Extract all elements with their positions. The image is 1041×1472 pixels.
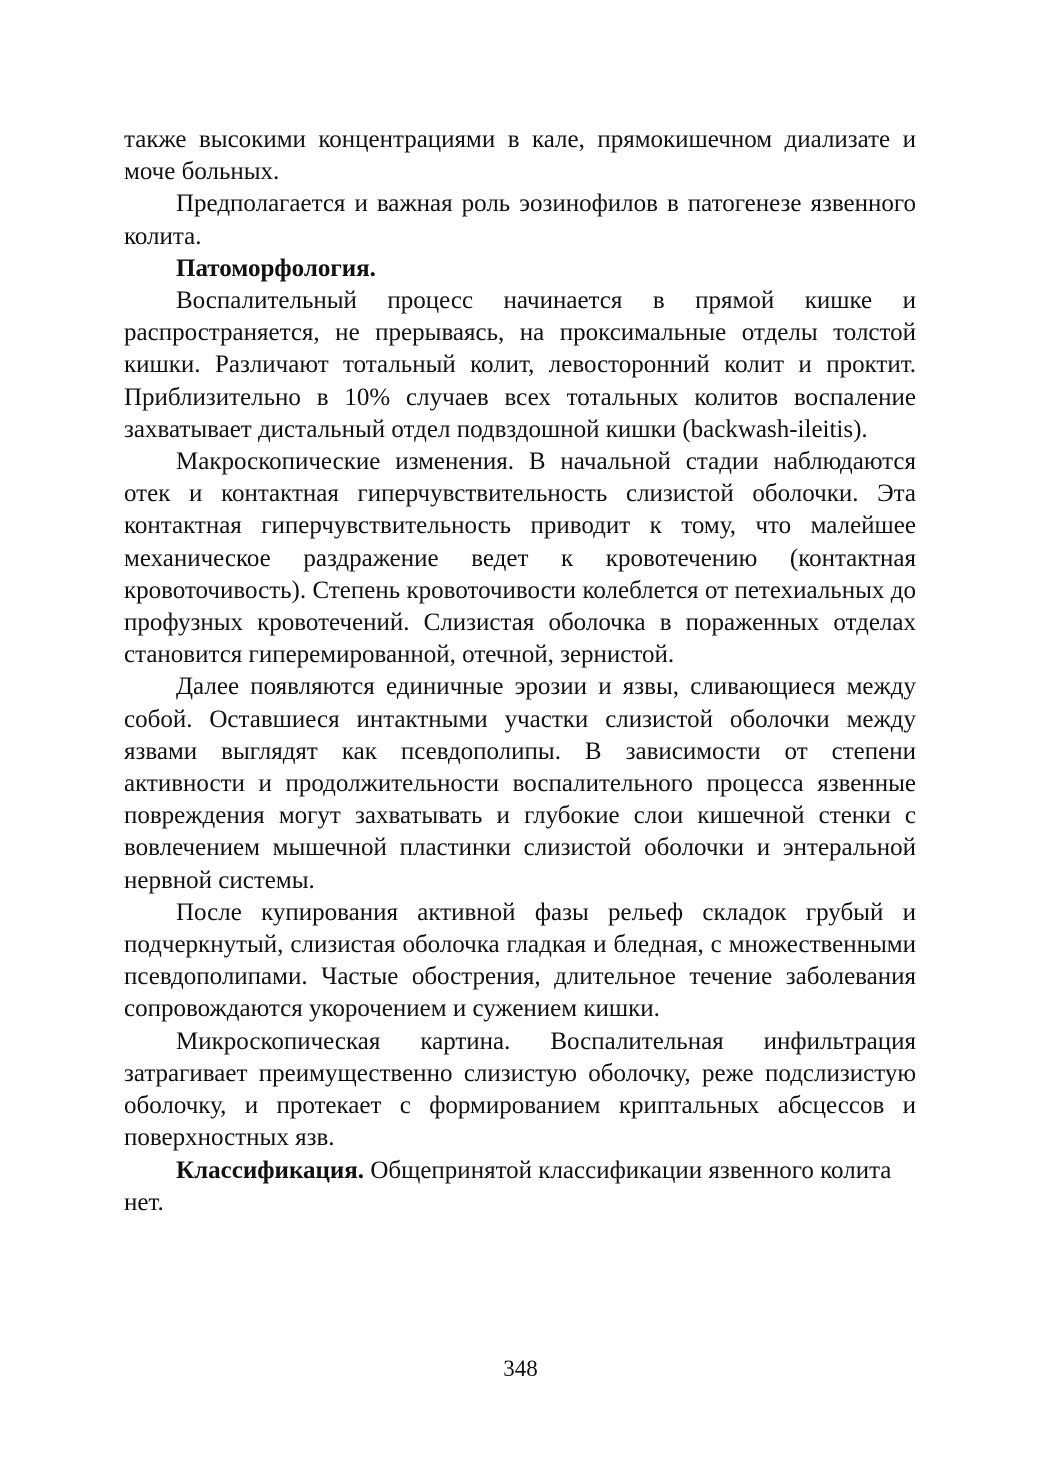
section-heading-pathomorphology: Патоморфология. <box>176 254 376 282</box>
paragraph-eosinophils: Предполагается и важная роль эозинофилов в патогенезе язвенного колита. <box>124 190 916 250</box>
paragraph-inflammation: Воспалительный процесс начинается в прямой кишке и распространяется, не прерываясь, на проксимальные отделы толстой кишки. Различают тотальный колит, левосторонний колит и проктит. Приблизительно в 10% случаев всех тотальных колитов воспаление захватывает дистальный отдел подвздошной кишки (backwash-ileitis). <box>124 287 916 443</box>
paragraph-macroscopic: Макроскопические изменения. В начальной стадии наблюдаются отек и контактная гиперчувствительность слизистой оболочки. Эта контактная гиперчувствительность приводит к тому, что малейшее механическое раздражение ведет к кровотечению (контактная кровоточивость). Степень кровоточивости колеблется от петехиальных до профузных кровотечений. Слизистая оболочка в пораженных отделах становится гиперемированной, отечной, зернистой. <box>124 448 916 669</box>
page-number: 348 <box>503 1356 538 1381</box>
paragraph-erosions: Далее появляются единичные эрозии и язвы, сливающиеся между собой. Оставшиеся интактными участки слизистой оболочки между язвами выглядят как псевдополипы. В зависимости от степени активности и продолжительности воспалительного процесса язвенные повреждения могут захватывать и глубокие слои кишечной стенки с вовлечением мышечной пластинки слизистой оболочки и энтеральной нервной системы. <box>124 673 916 894</box>
classification-label: Классификация. <box>176 1156 365 1184</box>
paragraph-remission: После купирования активной фазы рельеф складок грубый и подчеркнутый, слизистая оболочка гладкая и бледная, с множественными псевдополипами. Частые обострения, длительное течение заболевания сопровождаются укорочением и сужением кишки. <box>124 898 916 1023</box>
paragraph-continuation: также высокими концентрациями в кале, прямокишечном диализате и моче больных. <box>124 126 916 186</box>
paragraph-microscopic: Микроскопическая картина. Воспалительная инфильтрация затрагивает преимущественно слизистую оболочку, реже подслизистую оболочку, и протекает с формированием криптальных абсцессов и поверхностных язв. <box>124 1027 916 1152</box>
document-page <box>124 124 916 1324</box>
paragraph-classification <box>124 1155 916 1219</box>
classification-text: Общепринятой классификации язвенного колита нет. <box>124 1156 892 1216</box>
